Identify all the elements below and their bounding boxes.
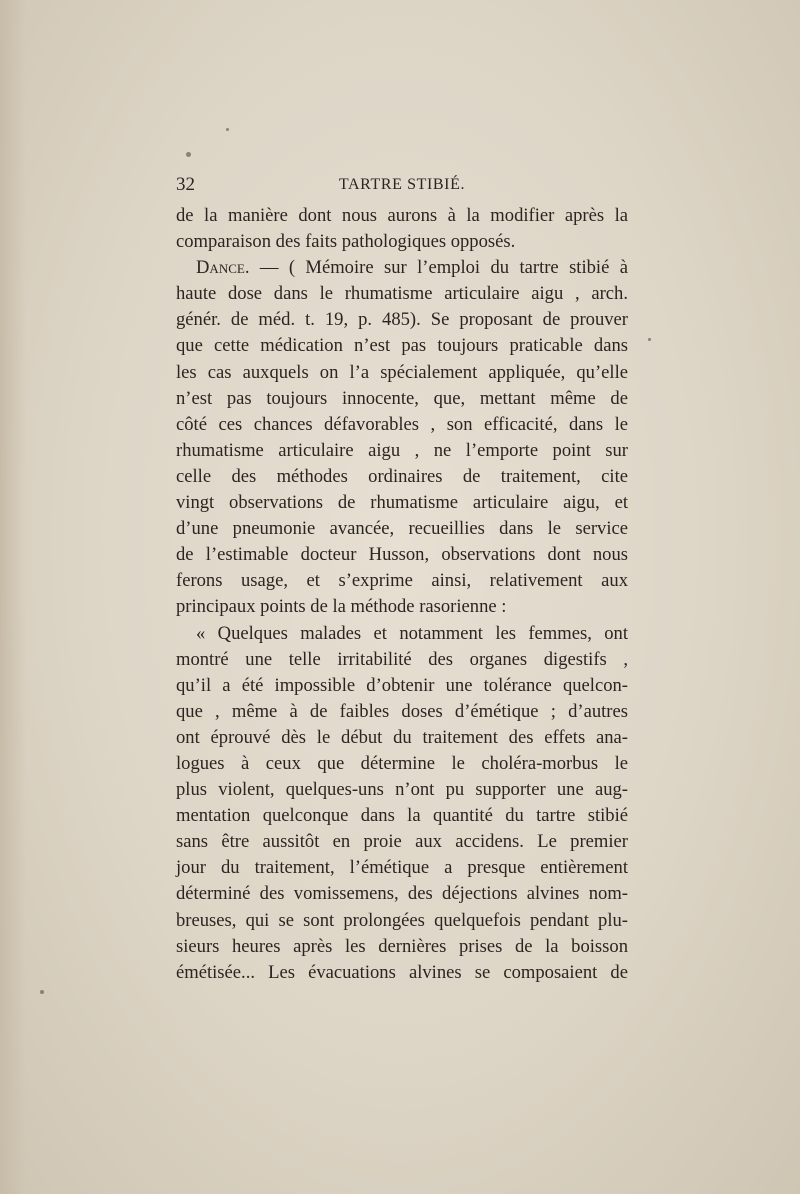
ink-speck bbox=[648, 338, 651, 341]
text-line-dance bbox=[176, 255, 628, 281]
text-line: comparaison des faits pathologiques opposés. bbox=[176, 231, 516, 253]
text-line: principaux points de la méthode rasorienne : bbox=[176, 596, 507, 618]
author-name: Dance. bbox=[196, 257, 250, 279]
text-line: celle des méthodes ordinaires de traitement, cite bbox=[176, 465, 628, 487]
text-line: vingt observations de rhumatisme articulaire aigu, et bbox=[176, 492, 628, 514]
text-line: que cette médication n’est pas toujours praticable dans bbox=[176, 335, 628, 357]
body-text bbox=[176, 203, 628, 986]
text-line: haute dose dans le rhumatisme articulaire aigu , arch. bbox=[176, 283, 628, 305]
text-line: de l’estimable docteur Husson, observations dont nous bbox=[176, 544, 628, 566]
text-line: génér. de méd. t. 19, p. 485). Se proposant de prouver bbox=[176, 309, 628, 331]
text-line: d’une pneumonie avancée, recueillies dans le service bbox=[176, 518, 628, 540]
citation-text: — ( Mémoire sur l’emploi du tartre stibié à bbox=[249, 257, 628, 279]
text-line: ont éprouvé dès le début du traitement des effets ana- bbox=[176, 726, 628, 748]
page-number: 32 bbox=[176, 174, 195, 195]
text-line: qu’il a été impossible d’obtenir une tolérance quelcon- bbox=[176, 674, 628, 696]
ink-speck bbox=[186, 152, 191, 157]
text-line: déterminé des vomissemens, des déjections alvines nom- bbox=[176, 883, 628, 905]
page-header bbox=[176, 174, 628, 202]
ink-speck bbox=[40, 990, 44, 994]
text-line: breuses, qui se sont prolongées quelquefois pendant plu- bbox=[176, 909, 628, 931]
page-gutter-shadow bbox=[0, 0, 26, 1194]
text-line: plus violent, quelques-uns n’ont pu supporter une aug- bbox=[176, 779, 628, 801]
running-title: TARTRE STIBIÉ. bbox=[338, 176, 466, 193]
ink-speck bbox=[226, 128, 229, 131]
text-line: émétisée... Les évacuations alvines se composaient de bbox=[176, 961, 628, 983]
text-line: que , même à de faibles doses d’émétique ; d’autres bbox=[176, 700, 628, 722]
text-line: sieurs heures après les dernières prises de la boisson bbox=[176, 935, 628, 957]
text-line: jour du traitement, l’émétique a presque entièrement bbox=[176, 857, 628, 879]
text-line: montré une telle irritabilité des organes digestifs , bbox=[176, 648, 628, 670]
text-line: « Quelques malades et notamment les femmes, ont bbox=[196, 622, 628, 644]
text-line: de la manière dont nous aurons à la modifier après la bbox=[176, 205, 628, 226]
text-line: côté ces chances défavorables , son efficacité, dans le bbox=[176, 413, 628, 435]
text-line: logues à ceux que détermine le choléra-morbus le bbox=[176, 752, 628, 774]
text-line: rhumatisme articulaire aigu , ne l’emporte point sur bbox=[176, 439, 628, 461]
text-line: n’est pas toujours innocente, que, mettant même de bbox=[176, 387, 628, 409]
text-line: ferons usage, et s’exprime ainsi, relativement aux bbox=[176, 570, 628, 592]
text-line: sans être aussitôt en proie aux accidens. Le premier bbox=[176, 831, 628, 853]
text-line: mentation quelconque dans la quantité du tartre stibié bbox=[176, 805, 628, 827]
text-line: les cas auxquels on l’a spécialement appliquée, qu’elle bbox=[176, 361, 628, 383]
